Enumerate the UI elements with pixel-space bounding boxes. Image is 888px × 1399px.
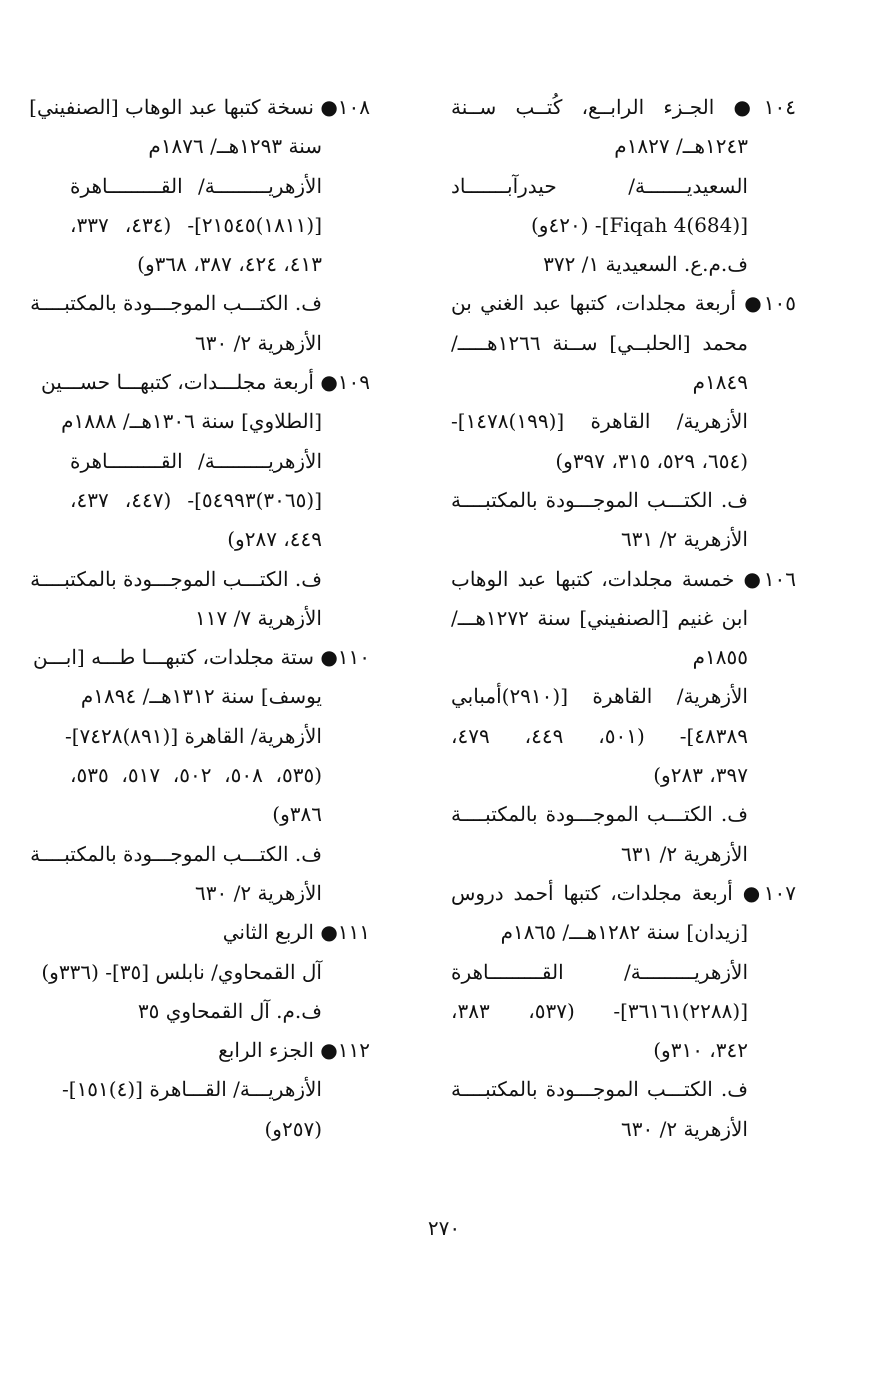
entry-line: (٦٥٤، ٥٢٩، ٣١٥، ٣٩٧و) xyxy=(555,448,748,473)
entry-heading-line: ١٠٥● أربعة مجلدات، كتبها عبد الغني بن xyxy=(451,291,796,316)
entry-line: الأزهريـــة/ القـــاهرة [(٤)١٥١]- xyxy=(62,1077,322,1102)
entry-line: ٣٨٦و) xyxy=(272,802,322,827)
entry-line: ابن غنيم [الصنفيني] سنة ١٢٧٢هـــ/ xyxy=(451,605,748,630)
entry-heading-line: ١٠٩● أربعة مجلـــدات، كتبهـــا حســـين xyxy=(41,370,370,395)
entry-line: ٣٩٧، ٢٨٣و) xyxy=(653,763,748,788)
entry-line: ٣٤٢، ٣١٠و) xyxy=(653,1038,748,1063)
entry-line: [(٣٠٦٥)٥٤٩٩٣]- (٤٤٧، ٤٣٧، xyxy=(70,487,322,512)
entry-heading-line: ١٠٤● الجـزء الرابــع، كُتــب ســنة xyxy=(451,95,796,119)
entry-line: ف. الكتـــب الموجـــودة بالمكتبــــة xyxy=(451,487,748,512)
entry-heading-line: ١١١● الربع الثاني xyxy=(222,920,370,945)
entry-line: آل القمحاوي/ نابلس [٣٥]- (٣٣٦و) xyxy=(41,959,322,984)
entry-line: الأزهريـــــــــة/ القـــــــــاهرة xyxy=(70,448,322,473)
left-column xyxy=(29,88,370,1149)
entry-line: الأزهرية ٢/ ٦٣٠ xyxy=(195,880,322,905)
entry-line: ف. الكتـــب الموجـــودة بالمكتبــــة xyxy=(30,291,322,316)
entry-line: (٥٣٥، ٥٠٨، ٥٠٢، ٥١٧، ٥٣٥، xyxy=(70,763,323,788)
entry-line: ف. الكتـــب الموجـــودة بالمكتبــــة xyxy=(451,1077,748,1102)
entry-line: محمد [الحلبــي] ســنة ١٢٦٦هـــــ/ xyxy=(451,330,748,355)
entry-line: ف.م. آل القمحاوي ٣٥ xyxy=(137,998,322,1023)
entry-line: الأزهرية ٧/ ١١٧ xyxy=(195,605,322,630)
entry-line: الأزهرية ٢/ ٦٣١ xyxy=(621,841,748,866)
entry-heading-line: ١٠٨● نسخة كتبها عبد الوهاب [الصنفيني] xyxy=(29,95,370,119)
entry-line: يوسف] سنة ١٣١٢هــ/ ١٨٩٤م xyxy=(80,684,322,709)
entry-line: ١٨٥٥م xyxy=(692,645,748,670)
entry-heading-line: ١٠٧● أربعة مجلدات، كتبها أحمد دروس xyxy=(451,880,796,905)
entry-line: [الطلاوي] سنة ١٣٠٦هــ/ ١٨٨٨م xyxy=(61,409,322,434)
entry-line: [(٢٢٨٨)٣٦١٦١]- (٥٣٧، ٣٨٣، xyxy=(451,998,748,1023)
entry-line: [Fiqah 4(684)]- (٤٢٠و) xyxy=(531,212,748,237)
entry-line: الأزهرية ٢/ ٦٣١ xyxy=(621,527,748,552)
entry-heading-line: ١٠٦● خمسة مجلدات، كتبها عبد الوهاب xyxy=(451,566,796,591)
entry-line: ف.م.ع. السعيدية ١/ ٣٧٢ xyxy=(543,252,748,277)
entry-line: ف. الكتـــب الموجـــودة بالمكتبــــة xyxy=(451,802,748,827)
entry-line: ٤٤٩، ٢٨٧و) xyxy=(227,527,322,552)
right-column xyxy=(451,88,796,1149)
entry-line: الأزهرية ٢/ ٦٣٠ xyxy=(621,1116,748,1141)
entry-line: الأزهرية/ القاهرة [(٢٩١٠)أمبابي xyxy=(451,684,748,709)
page-number: ٢٧٠ xyxy=(427,1216,461,1240)
entry-heading-line: ١١٠● ستة مجلدات، كتبهـــا طـــه [ابـــن xyxy=(33,645,370,670)
entry-line: سنة ١٢٩٣هــ/ ١٨٧٦م xyxy=(148,134,322,159)
entry-line: ٤١٣، ٤٢٤، ٣٨٧، ٣٦٨و) xyxy=(137,252,322,277)
entry-line: السعيديـــــــة/ حيدرآبـــــــاد xyxy=(451,173,748,198)
entry-line: الأزهريـــــــــة/ القـــــــــاهرة xyxy=(451,959,748,984)
entry-line: الأزهرية/ القاهرة [(١٩٩)١٤٧٨]- xyxy=(451,409,748,434)
entry-line: (٢٥٧و) xyxy=(264,1116,322,1141)
entry-line: [(١٨١١)٢١٥٤٥]- (٤٣٤، ٣٣٧، xyxy=(70,212,322,237)
entry-line: ٤٨٣٨٩]- (٥٠١، ٤٤٩، ٤٧٩، xyxy=(451,723,749,748)
entry-line: ف. الكتـــب الموجـــودة بالمكتبــــة xyxy=(30,566,322,591)
entry-line: الأزهرية/ القاهرة [(٨٩١)٧٤٢٨]- xyxy=(64,723,322,748)
entry-line: ف. الكتـــب الموجـــودة بالمكتبــــة xyxy=(30,841,322,866)
entry-line: ١٢٤٣هــ/ ١٨٢٧م xyxy=(614,134,748,159)
entry-line: ١٨٤٩م xyxy=(692,370,748,395)
entry-line: [زيدان] سنة ١٢٨٢هـــ/ ١٨٦٥م xyxy=(500,920,748,945)
entry-line: الأزهرية ٢/ ٦٣٠ xyxy=(195,330,322,355)
entry-heading-line: ١١٢● الجزء الرابع xyxy=(218,1038,370,1063)
entry-line: الأزهريـــــــــة/ القـــــــــاهرة xyxy=(70,173,322,198)
